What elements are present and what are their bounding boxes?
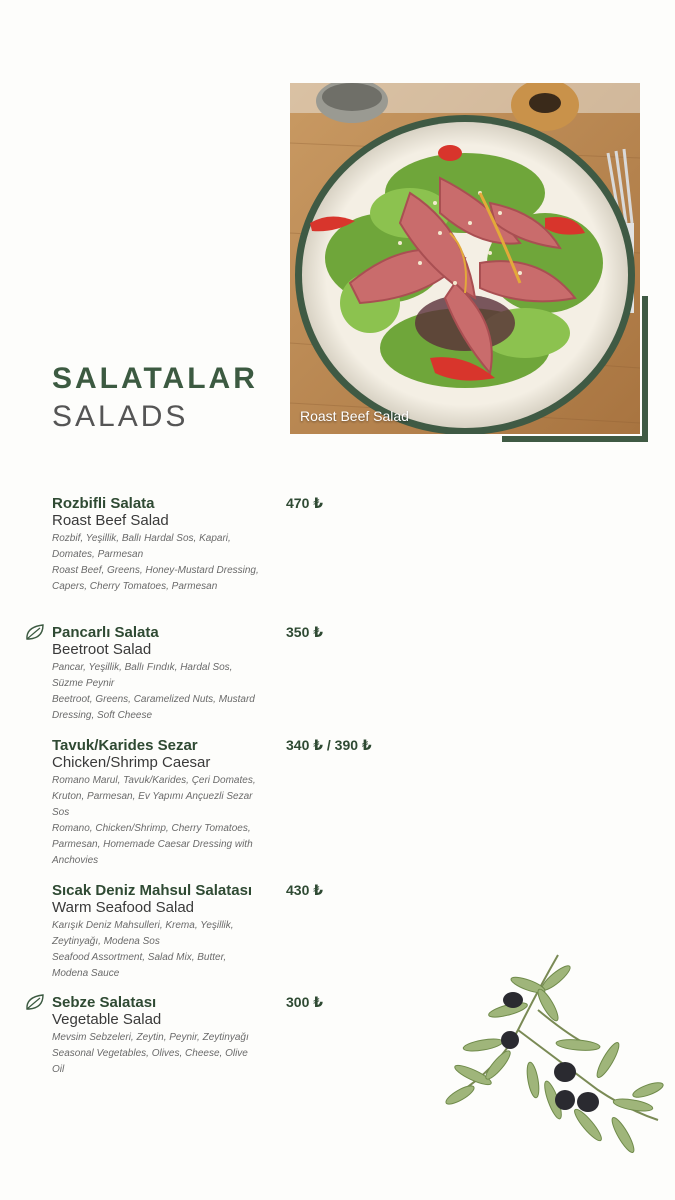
section-title-tr: SALATALAR	[52, 362, 258, 395]
hero-photo	[290, 83, 640, 434]
menu-item	[52, 994, 432, 1078]
leaf-icon	[24, 622, 46, 642]
photo-caption: Roast Beef Salad	[300, 408, 409, 424]
item-price: 350 ₺	[286, 624, 323, 640]
menu-item	[52, 495, 432, 595]
section-title-en: SALADS	[52, 400, 189, 433]
item-price: 300 ₺	[286, 994, 323, 1010]
item-name-tr: Pancarlı Salata	[52, 624, 159, 641]
item-desc-tr: Rozbif, Yeşillik, Ballı Hardal Sos, Kapari, Domates, Parmesan	[52, 533, 231, 560]
item-price: 470 ₺	[286, 495, 323, 511]
item-price: 340 ₺ / 390 ₺	[286, 737, 372, 753]
item-name-en: Vegetable Salad	[52, 1011, 162, 1028]
menu-item	[52, 624, 432, 724]
item-name-en: Roast Beef Salad	[52, 512, 169, 529]
menu-item	[52, 882, 432, 982]
item-desc-en: Beetroot, Greens, Caramelized Nuts, Mustard Dressing, Soft Cheese	[52, 694, 255, 721]
item-desc-en: Seafood Assortment, Salad Mix, Butter, Modena Sauce	[52, 952, 227, 979]
item-desc-en: Roast Beef, Greens, Honey-Mustard Dressing, Capers, Cherry Tomatoes, Parmesan	[52, 565, 259, 592]
item-desc-en: Seasonal Vegetables, Olives, Cheese, Olive Oil	[52, 1048, 248, 1075]
leaf-icon	[24, 992, 46, 1012]
item-desc-tr: Mevsim Sebzeleri, Zeytin, Peynir, Zeytinyağı	[52, 1032, 249, 1043]
item-desc-tr: Pancar, Yeşillik, Ballı Fındık, Hardal Sos, Süzme Peynir	[52, 662, 233, 689]
item-name-tr: Sebze Salatası	[52, 994, 157, 1011]
item-name-en: Warm Seafood Salad	[52, 899, 195, 916]
item-desc-en: Romano, Chicken/Shrimp, Cherry Tomatoes, Parmesan, Homemade Caesar Dressing with Anchovies	[52, 823, 253, 866]
salad-illustration	[290, 83, 640, 434]
olive-branch-icon	[438, 950, 668, 1160]
item-price: 430 ₺	[286, 882, 323, 898]
item-name-tr: Sıcak Deniz Mahsul Salatası	[52, 882, 253, 899]
item-name-en: Chicken/Shrimp Caesar	[52, 754, 211, 771]
item-name-tr: Tavuk/Karides Sezar	[52, 737, 198, 754]
item-name-en: Beetroot Salad	[52, 641, 152, 658]
item-name-tr: Rozbifli Salata	[52, 495, 155, 512]
item-desc-tr: Karışık Deniz Mahsulleri, Krema, Yeşillik, Zeytinyağı, Modena Sos	[52, 920, 234, 947]
menu-item	[52, 737, 432, 869]
item-desc-tr: Romano Marul, Tavuk/Karides, Çeri Domates, Kruton, Parmesan, Ev Yapımı Ançuezli Sezar Sos	[52, 775, 256, 818]
